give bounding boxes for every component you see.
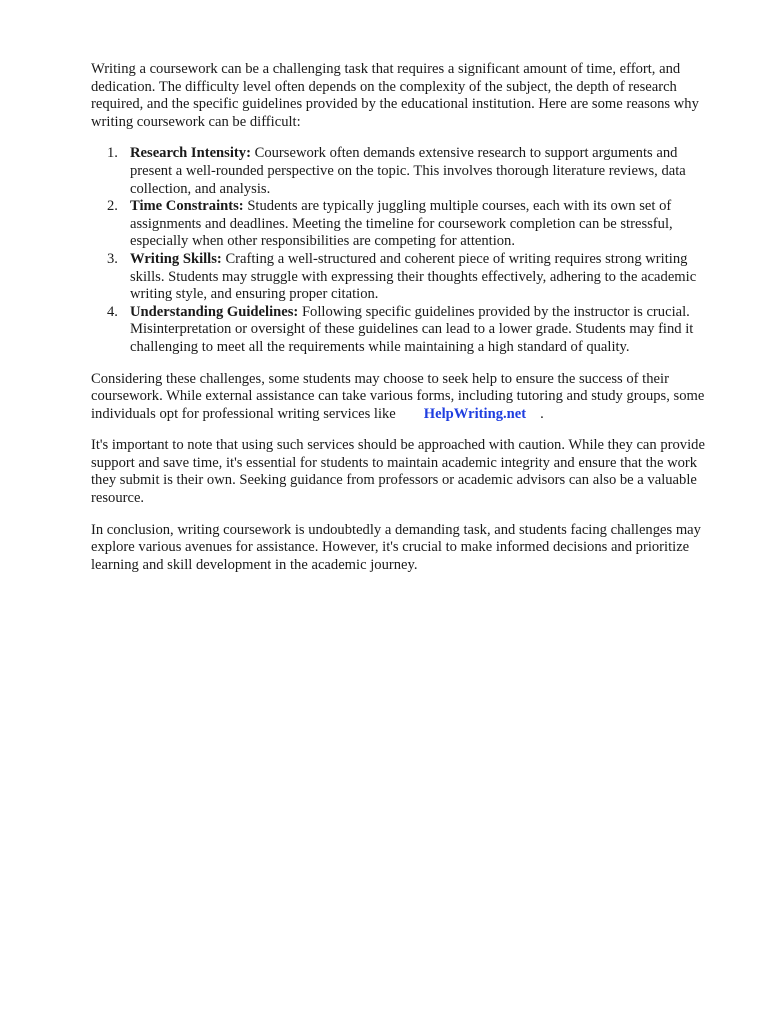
considering-end: . <box>540 405 544 422</box>
list-item-term: Understanding Guidelines: <box>130 303 299 320</box>
helpwriting-link[interactable]: HelpWriting.net <box>423 405 527 422</box>
reasons-list <box>91 145 723 356</box>
considering-text: Considering these challenges, some students may choose to seek help to ensure the success of their coursework. While external assistance can take various forms, including tutoring and study groups, some individuals opt for professional writing services like <box>91 370 705 422</box>
list-item-text: Students are typically juggling multiple courses, each with its own set of assignments and deadlines. Meeting the timeline for coursework completion can be stressful, especially when other responsibilities are competing for attention. <box>130 198 673 250</box>
list-item-term: Writing Skills: <box>130 250 222 267</box>
list-number: 2. <box>107 198 118 215</box>
list-number: 1. <box>107 145 118 162</box>
list-item-understanding-guidelines <box>91 304 723 357</box>
list-item-text: Coursework often demands extensive research to support arguments and present a well-rounded perspective on the topic. This involves thorough literature reviews, data collection, and analysis. <box>130 145 686 197</box>
list-number: 4. <box>107 303 118 320</box>
conclusion-paragraph: In conclusion, writing coursework is undoubtedly a demanding task, and students facing challenges may explore various avenues for assistance. However, it's crucial to make informed decisions and prioritize learning and skill development in the academic journey. <box>91 521 701 573</box>
list-item-term: Time Constraints: <box>130 198 244 215</box>
list-item-text: Crafting a well-structured and coherent piece of writing requires strong writing skills. Students may struggle with expressing their thoughts effectively, adhering to the academic writing style, and ensuring proper citation. <box>130 250 697 303</box>
list-number: 3. <box>107 250 118 267</box>
caution-paragraph: It's important to note that using such services should be approached with caution. While they can provide support and save time, it's essential for students to maintain academic integrity and ensure that the work they submit is their own. Seeking guidance from professors or academic advisors can also be a valuable resource. <box>91 437 705 507</box>
list-item-term: Research Intensity: <box>130 145 251 162</box>
intro-paragraph: Writing a coursework can be a challenging task that requires a significant amount of time, effort, and dedication. The difficulty level often depends on the complexity of the subject, the depth of research required, and the specific guidelines provided by the educational institution. Here are some reasons why writing coursework can be difficult: <box>91 61 699 130</box>
list-item-research-intensity <box>91 145 723 198</box>
considering-paragraph <box>91 371 723 424</box>
list-item-text: Following specific guidelines provided by the instructor is crucial. Misinterpretation or oversight of these guidelines can lead to a lower grade. Students may find it challenging to meet all the requirements while maintaining a high standard of quality. <box>130 303 694 355</box>
list-item-writing-skills <box>91 251 723 304</box>
document-page <box>91 61 723 574</box>
list-item-time-constraints <box>91 198 723 251</box>
